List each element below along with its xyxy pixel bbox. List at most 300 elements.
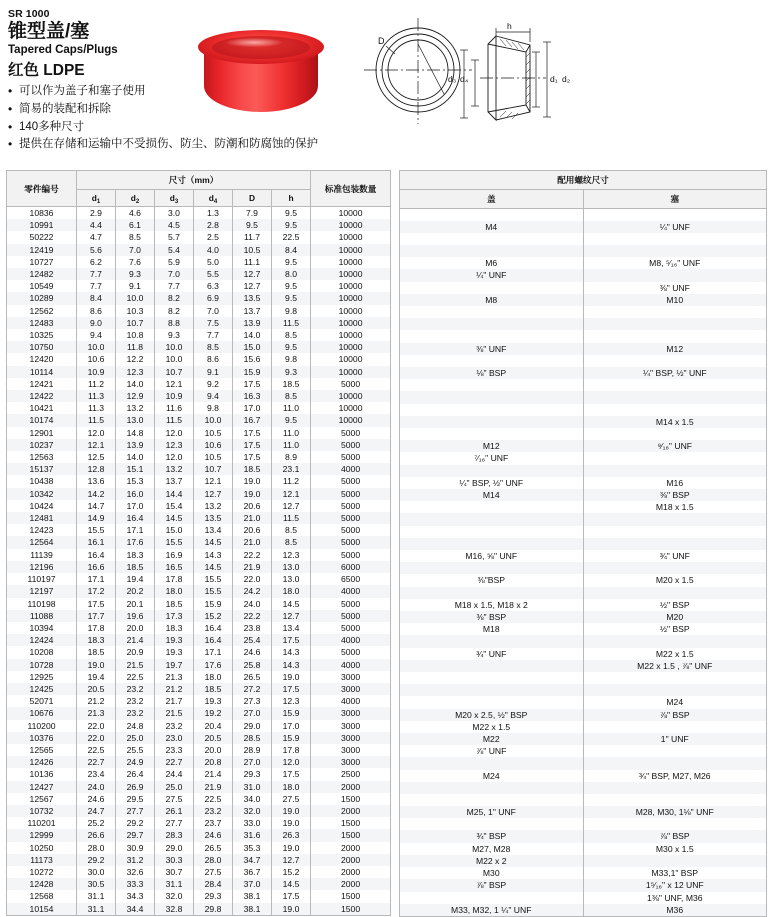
cell-pack-qty: 10000 <box>311 353 391 365</box>
cell-d3: 32.0 <box>155 890 194 902</box>
table-row <box>400 416 767 428</box>
cell-d4: 12.7 <box>194 488 233 500</box>
cell-d4: 28.0 <box>194 854 233 866</box>
cell-d3: 23.3 <box>155 744 194 756</box>
table-row <box>7 573 391 585</box>
cell-d3: 10.9 <box>155 390 194 402</box>
cell-pack-qty: 10000 <box>311 390 391 402</box>
cell-cap-thread: M24 <box>400 770 584 782</box>
cell-d4: 10.5 <box>194 427 233 439</box>
cell-part-number: 12925 <box>7 671 77 683</box>
cell-pack-qty: 10000 <box>311 256 391 268</box>
col-d2: $d_2$ <box>116 190 155 207</box>
cell-part-number: 10732 <box>7 805 77 817</box>
cell-pack-qty: 1500 <box>311 817 391 829</box>
cell-part-number: 11139 <box>7 549 77 561</box>
cell-d4: 17.6 <box>194 659 233 671</box>
cell-h: 15.9 <box>272 732 311 744</box>
cell-d3: 3.0 <box>155 207 194 220</box>
thread-table-body <box>400 209 767 917</box>
cell-cap-thread: ⅞" BSP <box>400 879 584 891</box>
table-row <box>400 391 767 403</box>
cell-pack-qty: 1500 <box>311 890 391 902</box>
cell-d4: 17.1 <box>194 646 233 658</box>
cell-plug-thread: M18 x 1.5 <box>583 501 767 513</box>
cell-h: 19.0 <box>272 671 311 683</box>
cell-d3: 15.0 <box>155 524 194 536</box>
cell-d3: 10.7 <box>155 366 194 378</box>
cell-d1: 13.6 <box>77 475 116 487</box>
cell-cap-thread <box>400 306 584 318</box>
table-row <box>400 867 767 879</box>
cell-plug-thread: M24 <box>583 696 767 708</box>
cell-d2: 11.8 <box>116 341 155 353</box>
cell-cap-thread <box>400 562 584 574</box>
cell-pack-qty: 5000 <box>311 598 391 610</box>
cell-plug-thread: ⁹⁄₁₆" UNF <box>583 440 767 452</box>
cell-d2: 20.2 <box>116 585 155 597</box>
col-thread-group: 配用螺纹尺寸 <box>400 171 767 190</box>
cell-cap-thread <box>400 465 584 477</box>
cell-part-number: 12563 <box>7 451 77 463</box>
cell-d2: 14.0 <box>116 378 155 390</box>
cell-h: 8.5 <box>272 524 311 536</box>
table-row <box>400 355 767 367</box>
table-row <box>7 451 391 463</box>
cell-d2: 9.3 <box>116 268 155 280</box>
cell-cap-thread <box>400 355 584 367</box>
table-row <box>7 353 391 365</box>
cell-d2: 21.5 <box>116 659 155 671</box>
cell-cap-thread <box>400 416 584 428</box>
cell-d4: 5.5 <box>194 268 233 280</box>
cell-d1: 31.1 <box>77 903 116 916</box>
cell-part-number: 10424 <box>7 500 77 512</box>
cell-D: 21.0 <box>233 512 272 524</box>
cell-D: 13.7 <box>233 305 272 317</box>
cell-d2: 34.3 <box>116 890 155 902</box>
cell-cap-thread: ⅜"BSP <box>400 574 584 586</box>
table-row <box>7 854 391 866</box>
cell-D: 38.1 <box>233 890 272 902</box>
table-row <box>7 317 391 329</box>
cell-d3: 7.0 <box>155 268 194 280</box>
cell-plug-thread: M33,1" BSP <box>583 867 767 879</box>
cell-plug-thread: M10 <box>583 294 767 306</box>
cell-pack-qty: 5000 <box>311 524 391 536</box>
cell-d2: 29.5 <box>116 793 155 805</box>
cell-d2: 23.2 <box>116 695 155 707</box>
cell-plug-thread <box>583 513 767 525</box>
table-row <box>7 878 391 890</box>
cell-plug-thread <box>583 391 767 403</box>
cell-d4: 16.4 <box>194 634 233 646</box>
cell-plug-thread <box>583 428 767 440</box>
cell-pack-qty: 5000 <box>311 439 391 451</box>
cell-D: 9.5 <box>233 219 272 231</box>
cell-D: 19.0 <box>233 488 272 500</box>
table-row <box>7 549 391 561</box>
cell-d1: 31.1 <box>77 890 116 902</box>
cell-pack-qty: 10000 <box>311 292 391 304</box>
table-row <box>400 489 767 501</box>
cell-cap-thread <box>400 209 584 221</box>
cell-pack-qty: 10000 <box>311 207 391 220</box>
cell-D: 21.9 <box>233 561 272 573</box>
table-row <box>7 378 391 390</box>
cell-d2: 17.0 <box>116 500 155 512</box>
cell-d1: 22.7 <box>77 756 116 768</box>
cell-d1: 21.2 <box>77 695 116 707</box>
table-row <box>7 244 391 256</box>
cell-part-number: 12428 <box>7 878 77 890</box>
cell-d2: 23.2 <box>116 683 155 695</box>
cell-h: 18.5 <box>272 378 311 390</box>
table-row <box>7 268 391 280</box>
cell-cap-thread <box>400 513 584 525</box>
cell-pack-qty: 4000 <box>311 634 391 646</box>
product-header <box>0 0 773 170</box>
cell-cap-thread <box>400 233 584 245</box>
cell-part-number: 12483 <box>7 317 77 329</box>
cell-d3: 17.8 <box>155 573 194 585</box>
cell-part-number: 12421 <box>7 378 77 390</box>
cell-d1: 11.3 <box>77 402 116 414</box>
cell-d3: 21.7 <box>155 695 194 707</box>
cell-d2: 6.1 <box>116 219 155 231</box>
cell-d2: 33.3 <box>116 878 155 890</box>
table-row <box>400 745 767 757</box>
cell-D: 28.9 <box>233 744 272 756</box>
cell-d2: 16.4 <box>116 512 155 524</box>
cell-part-number: 12481 <box>7 512 77 524</box>
cell-pack-qty: 10000 <box>311 366 391 378</box>
cell-D: 13.5 <box>233 292 272 304</box>
cell-d2: 17.1 <box>116 524 155 536</box>
table-row <box>7 890 391 902</box>
cell-d1: 5.6 <box>77 244 116 256</box>
cell-d1: 12.0 <box>77 427 116 439</box>
cell-plug-thread <box>583 355 767 367</box>
cell-d2: 13.9 <box>116 439 155 451</box>
cell-d1: 4.7 <box>77 231 116 243</box>
cell-pack-qty: 2000 <box>311 842 391 854</box>
cell-D: 12.7 <box>233 268 272 280</box>
cell-d1: 18.3 <box>77 634 116 646</box>
cell-plug-thread <box>583 526 767 538</box>
table-row <box>400 855 767 867</box>
cell-D: 16.7 <box>233 414 272 426</box>
cell-d3: 29.0 <box>155 842 194 854</box>
cell-d2: 19.6 <box>116 610 155 622</box>
cell-pack-qty: 4000 <box>311 659 391 671</box>
cell-d1: 10.0 <box>77 341 116 353</box>
cell-h: 23.1 <box>272 463 311 475</box>
table-row <box>400 440 767 452</box>
cell-D: 24.6 <box>233 646 272 658</box>
cell-D: 17.5 <box>233 439 272 451</box>
cell-d4: 20.8 <box>194 756 233 768</box>
table-row <box>400 318 767 330</box>
cell-plug-thread: ⅜" BSP <box>583 489 767 501</box>
cell-d1: 12.8 <box>77 463 116 475</box>
cell-part-number: 12901 <box>7 427 77 439</box>
cell-plug-thread: M14 x 1.5 <box>583 416 767 428</box>
table-row <box>7 280 391 292</box>
cell-d2: 21.4 <box>116 634 155 646</box>
cell-cap-thread <box>400 428 584 440</box>
cell-d2: 15.3 <box>116 475 155 487</box>
cell-D: 17.5 <box>233 427 272 439</box>
cell-part-number: 12562 <box>7 305 77 317</box>
table-row <box>400 294 767 306</box>
table-row <box>7 646 391 658</box>
cell-d3: 5.9 <box>155 256 194 268</box>
cell-plug-thread: M8, ⁵⁄₁₆" UNF <box>583 257 767 269</box>
product-material: 红色 LDPE <box>8 61 85 79</box>
cell-d2: 25.5 <box>116 744 155 756</box>
cell-part-number: 10991 <box>7 219 77 231</box>
cell-h: 11.0 <box>272 427 311 439</box>
cell-plug-thread <box>583 721 767 733</box>
cell-d2: 13.0 <box>116 414 155 426</box>
cell-d3: 30.3 <box>155 854 194 866</box>
cell-h: 15.9 <box>272 707 311 719</box>
cell-cap-thread <box>400 757 584 769</box>
cell-d3: 14.5 <box>155 512 194 524</box>
cell-D: 27.2 <box>233 683 272 695</box>
table-row <box>400 452 767 464</box>
table-row <box>400 538 767 550</box>
cell-part-number: 10394 <box>7 622 77 634</box>
table-row <box>400 550 767 562</box>
table-row <box>400 574 767 586</box>
cell-d4: 16.4 <box>194 622 233 634</box>
cell-part-number: 12999 <box>7 829 77 841</box>
table-row <box>7 903 391 916</box>
cell-d1: 15.5 <box>77 524 116 536</box>
cell-plug-thread <box>583 672 767 684</box>
cell-d4: 20.4 <box>194 720 233 732</box>
table-row <box>400 818 767 830</box>
cell-pack-qty: 2500 <box>311 768 391 780</box>
table-row <box>400 221 767 233</box>
table-row <box>7 366 391 378</box>
cell-part-number: 110197 <box>7 573 77 585</box>
cell-cap-thread: ¼" UNF <box>400 269 584 281</box>
cell-d2: 16.0 <box>116 488 155 500</box>
cell-pack-qty: 4000 <box>311 463 391 475</box>
cell-d1: 26.6 <box>77 829 116 841</box>
cell-d3: 8.8 <box>155 317 194 329</box>
cell-h: 11.0 <box>272 439 311 451</box>
cell-plug-thread: ¼" UNF <box>583 221 767 233</box>
cell-D: 34.0 <box>233 793 272 805</box>
cell-d3: 30.7 <box>155 866 194 878</box>
table-row <box>7 598 391 610</box>
cell-d1: 24.0 <box>77 781 116 793</box>
cell-D: 27.0 <box>233 756 272 768</box>
cell-h: 9.5 <box>272 219 311 231</box>
col-d4: $d_4$ <box>194 190 233 207</box>
table-row <box>400 526 767 538</box>
cell-d4: 23.2 <box>194 805 233 817</box>
table-row <box>400 428 767 440</box>
cell-cap-thread <box>400 672 584 684</box>
table-row <box>7 622 391 634</box>
cell-d1: 28.0 <box>77 842 116 854</box>
cell-part-number: 10750 <box>7 341 77 353</box>
cell-part-number: 12482 <box>7 268 77 280</box>
cell-D: 10.5 <box>233 244 272 256</box>
table-row <box>400 672 767 684</box>
table-row <box>7 793 391 805</box>
cell-pack-qty: 4000 <box>311 585 391 597</box>
cell-d1: 25.2 <box>77 817 116 829</box>
table-row <box>400 330 767 342</box>
table-row <box>400 892 767 904</box>
cell-d3: 21.3 <box>155 671 194 683</box>
cell-D: 35.3 <box>233 842 272 854</box>
cell-pack-qty: 3000 <box>311 720 391 732</box>
cell-d3: 11.5 <box>155 414 194 426</box>
table-row <box>400 599 767 611</box>
cell-cap-thread <box>400 501 584 513</box>
cell-d2: 20.1 <box>116 598 155 610</box>
cell-cap-thread: M30 <box>400 867 584 879</box>
cell-d3: 15.4 <box>155 500 194 512</box>
table-row <box>7 292 391 304</box>
cell-part-number: 12564 <box>7 536 77 548</box>
table-row <box>400 623 767 635</box>
cell-pack-qty: 2000 <box>311 878 391 890</box>
table-row <box>400 233 767 245</box>
cell-d1: 17.1 <box>77 573 116 585</box>
cell-d3: 16.5 <box>155 561 194 573</box>
cell-d3: 12.1 <box>155 378 194 390</box>
cell-d3: 14.4 <box>155 488 194 500</box>
cell-pack-qty: 1500 <box>311 793 391 805</box>
cell-cap-thread <box>400 391 584 403</box>
cell-part-number: 12420 <box>7 353 77 365</box>
dimensions-table-wrapper <box>6 170 391 917</box>
cell-h: 11.2 <box>272 475 311 487</box>
cell-d2: 17.6 <box>116 536 155 548</box>
cell-d2: 19.4 <box>116 573 155 585</box>
table-row <box>7 756 391 768</box>
cell-d2: 9.1 <box>116 280 155 292</box>
cell-d4: 13.2 <box>194 500 233 512</box>
cell-d2: 14.0 <box>116 451 155 463</box>
cell-h: 8.0 <box>272 268 311 280</box>
table-row <box>400 684 767 696</box>
cell-d3: 25.0 <box>155 781 194 793</box>
cell-part-number: 10272 <box>7 866 77 878</box>
table-row <box>7 671 391 683</box>
table-row <box>7 219 391 231</box>
cell-plug-thread <box>583 379 767 391</box>
cell-d4: 29.8 <box>194 903 233 916</box>
table-row <box>7 488 391 500</box>
cell-d2: 13.2 <box>116 402 155 414</box>
cell-d3: 7.7 <box>155 280 194 292</box>
cell-part-number: 10154 <box>7 903 77 916</box>
cell-h: 11.0 <box>272 402 311 414</box>
cell-plug-thread: 1⁵⁄₁₆" x 12 UNF <box>583 879 767 891</box>
cell-h: 12.7 <box>272 854 311 866</box>
table-row <box>7 781 391 793</box>
cell-D: 21.0 <box>233 536 272 548</box>
table-row <box>7 305 391 317</box>
cell-h: 9.5 <box>272 292 311 304</box>
col-plug: 塞 <box>583 190 767 209</box>
cell-pack-qty: 1500 <box>311 903 391 916</box>
cell-plug-thread: ¾" BSP, M27, M26 <box>583 770 767 782</box>
cell-d2: 31.2 <box>116 854 155 866</box>
cell-d3: 22.7 <box>155 756 194 768</box>
cell-pack-qty: 2000 <box>311 854 391 866</box>
cell-d2: 10.3 <box>116 305 155 317</box>
cell-part-number: 10676 <box>7 707 77 719</box>
cell-h: 17.5 <box>272 768 311 780</box>
col-cap: 盖 <box>400 190 584 209</box>
cell-pack-qty: 5000 <box>311 451 391 463</box>
table-row <box>400 794 767 806</box>
table-row <box>7 414 391 426</box>
cell-h: 19.0 <box>272 805 311 817</box>
cell-D: 20.6 <box>233 524 272 536</box>
cell-d1: 16.6 <box>77 561 116 573</box>
cell-d3: 16.9 <box>155 549 194 561</box>
cell-d3: 13.7 <box>155 475 194 487</box>
cell-pack-qty: 10000 <box>311 317 391 329</box>
cell-d3: 4.5 <box>155 219 194 231</box>
table-row <box>7 866 391 878</box>
cell-d4: 15.5 <box>194 573 233 585</box>
spec-tables <box>0 170 773 917</box>
cell-plug-thread <box>583 635 767 647</box>
cell-d4: 20.5 <box>194 732 233 744</box>
cell-d4: 21.9 <box>194 781 233 793</box>
cell-h: 9.5 <box>272 414 311 426</box>
cell-d4: 27.5 <box>194 866 233 878</box>
cell-d1: 21.3 <box>77 707 116 719</box>
cell-pack-qty: 3000 <box>311 744 391 756</box>
cell-d3: 10.0 <box>155 353 194 365</box>
cell-h: 17.8 <box>272 744 311 756</box>
cell-cap-thread: M25, 1" UNF <box>400 806 584 818</box>
cell-plug-thread: M16 <box>583 477 767 489</box>
cell-d2: 22.5 <box>116 671 155 683</box>
cell-part-number: 12567 <box>7 793 77 805</box>
cell-D: 18.5 <box>233 463 272 475</box>
cell-h: 8.4 <box>272 244 311 256</box>
cell-part-number: 12426 <box>7 756 77 768</box>
cell-d2: 10.0 <box>116 292 155 304</box>
cell-plug-thread <box>583 538 767 550</box>
cell-D: 27.0 <box>233 707 272 719</box>
cell-d4: 10.7 <box>194 463 233 475</box>
product-title-english: Tapered Caps/Plugs <box>8 43 118 56</box>
cell-d1: 30.5 <box>77 878 116 890</box>
cell-part-number: 52071 <box>7 695 77 707</box>
table-row <box>400 587 767 599</box>
cell-d4: 23.7 <box>194 817 233 829</box>
cell-d4: 9.4 <box>194 390 233 402</box>
cell-cap-thread <box>400 245 584 257</box>
table-row <box>7 768 391 780</box>
cell-plug-thread: ⅞" BSP <box>583 709 767 721</box>
